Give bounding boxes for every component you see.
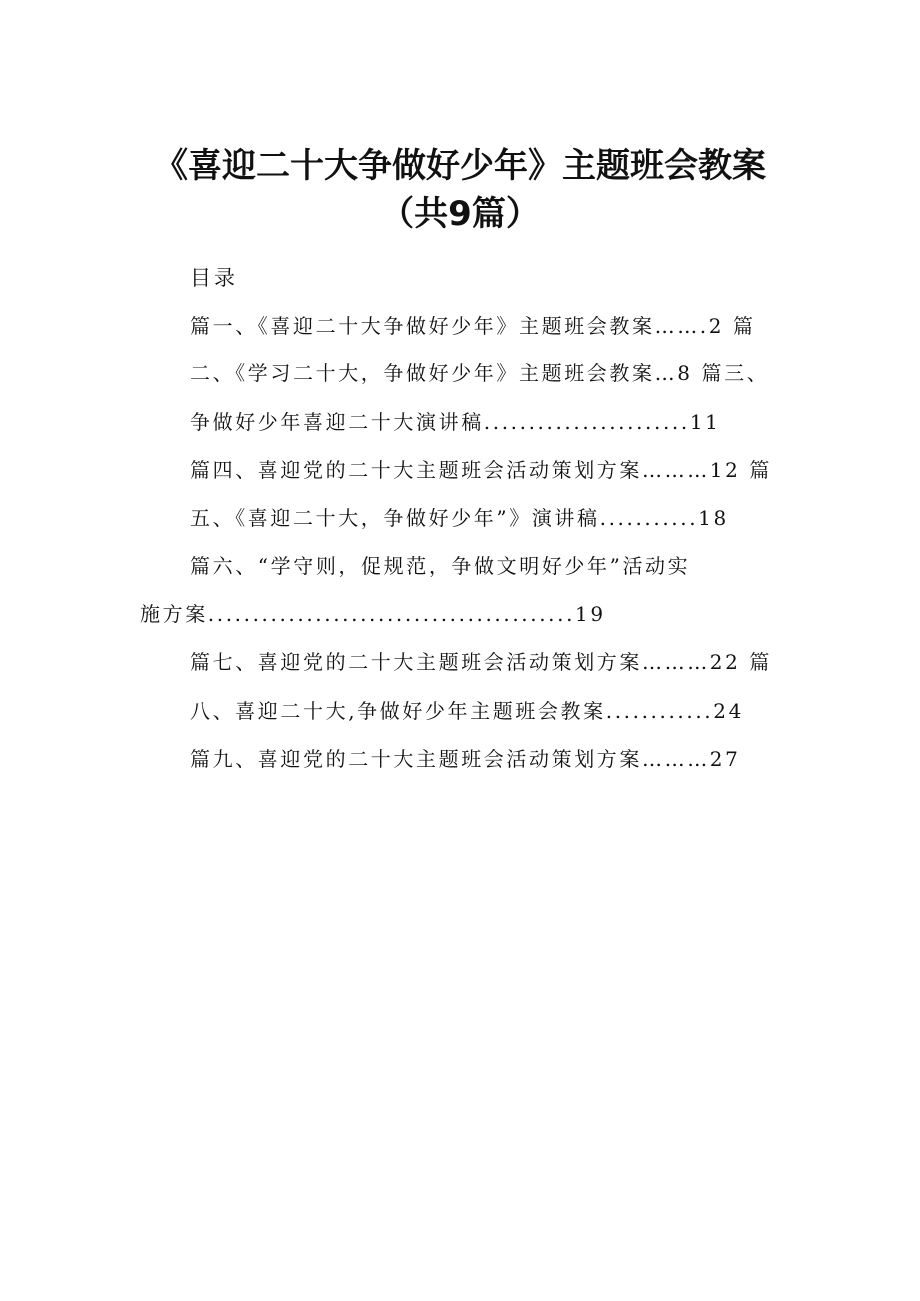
toc-line-9: 八、喜迎二十大,争做好少年主题班会教案............24: [190, 699, 744, 723]
toc-heading: 目录: [190, 266, 238, 290]
toc-line-5: 五、《喜迎二十大，争做好少年”》演讲稿...........18: [190, 506, 729, 530]
toc-line-7: 施方案.........................................19: [140, 602, 606, 626]
toc-line-4: 篇四、喜迎党的二十大主题班会活动策划方案………12 篇: [190, 458, 773, 482]
toc-line-1: 篇一、《喜迎二十大争做好少年》主题班会教案…….2 篇: [190, 314, 756, 338]
document-subtitle: （共9篇）: [380, 194, 540, 234]
toc-line-10: 篇九、喜迎党的二十大主题班会活动策划方案………27: [190, 747, 741, 771]
document-title: 《喜迎二十大争做好少年》主题班会教案: [154, 146, 766, 186]
toc-line-3: 争做好少年喜迎二十大演讲稿.......................11: [190, 410, 721, 434]
toc-line-8: 篇七、喜迎党的二十大主题班会活动策划方案………22 篇: [190, 650, 773, 674]
toc-line-2: 二、《学习二十大，争做好少年》主题班会教案…8 篇三、: [190, 361, 770, 385]
toc-line-6: 篇六、“学守则，促规范，争做文明好少年”活动实: [190, 554, 691, 578]
